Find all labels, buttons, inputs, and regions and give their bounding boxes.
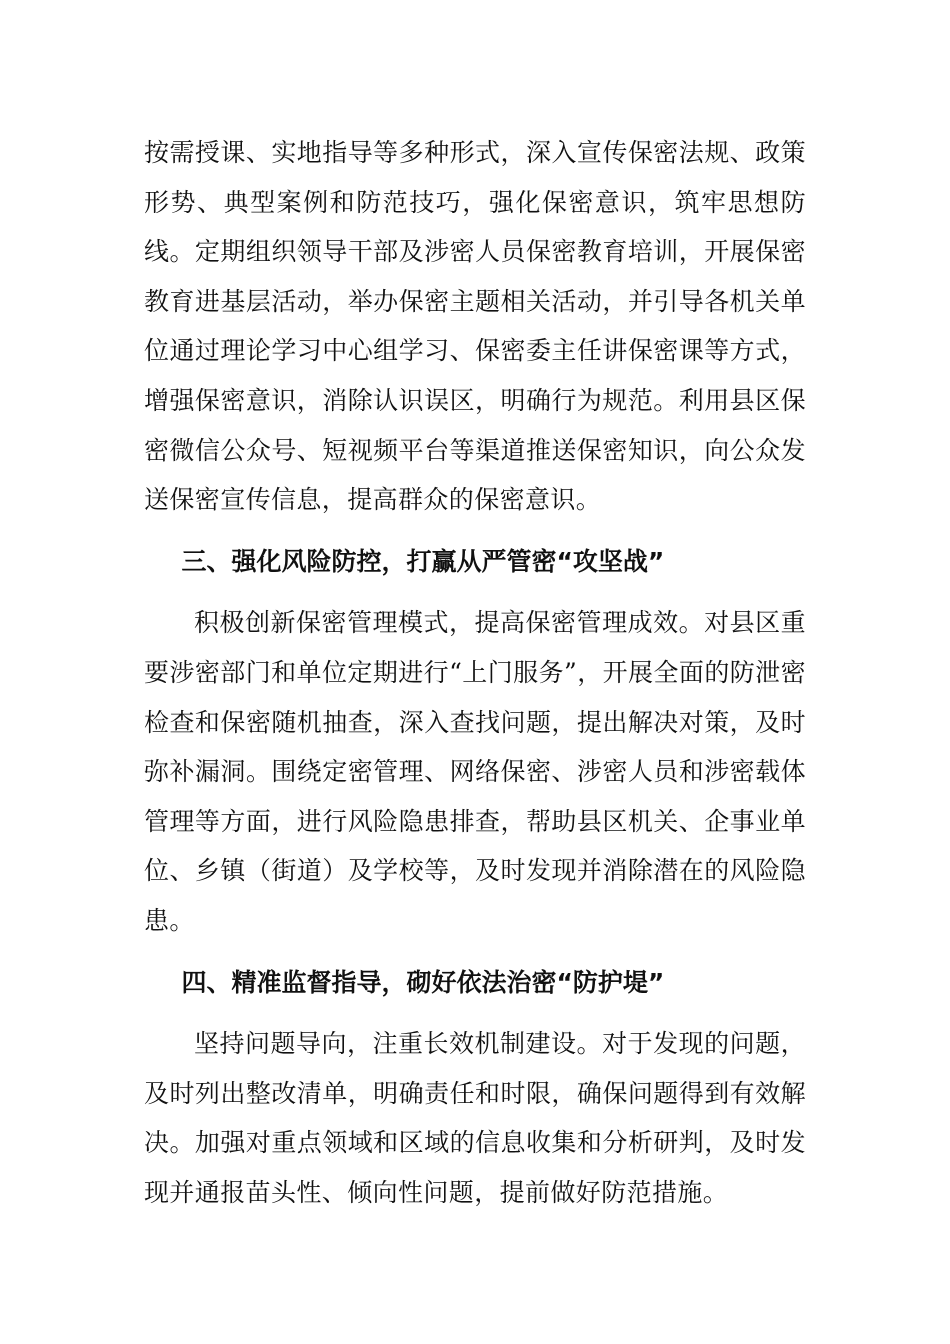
paragraph-risk-control: 积极创新保密管理模式，提高保密管理成效。对县区重要涉密部门和单位定期进行“上门服务”，开展全面的防泄密检查和保密随机抽查，深入查找问题，提出解决对策，及时弥补漏洞。围绕定密管理、网络保密、涉密人员和涉密载体管理等方面，进行风险隐患排查，帮助县区机关、企事业单位、乡镇（街道）及学校等，及时发现并消除潜在的风险隐患。 — [144, 608, 806, 935]
section-heading-risk-control: 三、强化风险防控，打赢从严管密“攻坚战” — [181, 546, 665, 576]
document-body — [144, 128, 806, 1217]
section-heading-supervision: 四、精准监督指导，砌好依法治密“防护堤” — [181, 967, 665, 997]
paragraph-training: 按需授课、实地指导等多种形式，深入宣传保密法规、政策形势、典型案例和防范技巧，强化保密意识，筑牢思想防线。定期组织领导干部及涉密人员保密教育培训，开展保密教育进基层活动，举办保密主题相关活动，并引导各机关单位通过理论学习中心组学习、保密委主任讲保密课等方式，增强保密意识，消除认识误区，明确行为规范。利用县区保密微信公众号、短视频平台等渠道推送保密知识，向公众发送保密宣传信息，提高群众的保密意识。 — [144, 138, 806, 515]
paragraph-supervision: 坚持问题导向，注重长效机制建设。对于发现的问题，及时列出整改清单，明确责任和时限，确保问题得到有效解决。加强对重点领域和区域的信息收集和分析研判，及时发现并通报苗头性、倾向性问题，提前做好防范措施。 — [144, 1029, 806, 1207]
